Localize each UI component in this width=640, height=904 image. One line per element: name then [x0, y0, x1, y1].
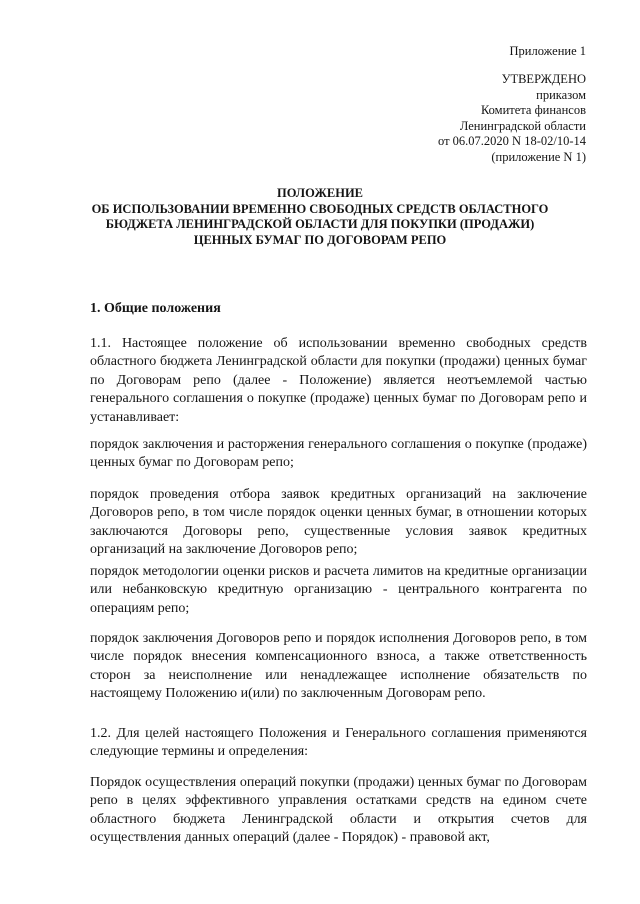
title-line: ЦЕННЫХ БУМАГ ПО ДОГОВОРАМ РЕПО	[193, 232, 447, 247]
paragraph: порядок проведения отбора заявок кредитных организаций на заключение Договоров репо, в том числе порядок оценки ценных бумаг, в отношении которых заключаются Договоры репо, существенные условия заявок кредитных организаций на заключение Договоров репо;	[90, 487, 587, 558]
annex-label	[510, 44, 586, 60]
section-heading: 1. Общие положения	[90, 301, 221, 316]
approval-stamp	[438, 72, 586, 166]
paragraph: 1.1. Настоящее положение об использовании временно свободных средств областного бюджета Ленинградской области для покупки (продажи) ценных бумаг по Договорам репо (далее - Положение) является неотъемлемой частью генерального соглашения о покупке (продаже) ценных бумаг по Договорам репо и устанавливает:	[90, 336, 587, 425]
approval-line: УТВЕРЖДЕНО	[501, 72, 586, 86]
paragraph: Порядок осуществления операций покупки (продажи) ценных бумаг по Договорам репо в целях эффективного управления остатками средств на едином счете областного бюджета Ленинградской области и открытия счетов для осуществления данных операций (далее - Порядок) - правовой акт,	[90, 775, 587, 846]
approval-line: от 06.07.2020 N 18-02/10-14	[438, 134, 586, 149]
annex-text: Приложение 1	[509, 44, 586, 58]
paragraph: порядок методологии оценки рисков и расчета лимитов на кредитные организации или небанковскую кредитную организацию - центрального контрагента по операциям репо;	[90, 564, 587, 616]
paragraph: порядок заключения и расторжения генерального соглашения о покупке (продаже) ценных бумаг по Договорам репо;	[90, 437, 587, 471]
approval-line: Комитета финансов	[480, 103, 586, 118]
paragraph: порядок заключения Договоров репо и порядок исполнения Договоров репо, в том числе порядок внесения компенсационного взноса, а также ответственность сторон за неисполнение или ненадлежащее исполнение обязательств по настоящему Положению и(или) по заключенным Договорам репо.	[90, 631, 587, 702]
paragraph: 1.2. Для целей настоящего Положения и Генерального соглашения применяются следующие термины и определения:	[90, 726, 587, 760]
approval-line: Ленинградской области	[459, 118, 586, 133]
title-line: ОБ ИСПОЛЬЗОВАНИИ ВРЕМЕННО СВОБОДНЫХ СРЕДСТВ ОБЛАСТНОГО	[91, 201, 549, 216]
title-line: ПОЛОЖЕНИЕ	[276, 186, 364, 200]
approval-line: приказом	[536, 87, 586, 102]
document-title	[60, 186, 580, 248]
approval-line: (приложение N 1)	[491, 149, 586, 164]
title-line: БЮДЖЕТА ЛЕНИНГРАДСКОЙ ОБЛАСТИ ДЛЯ ПОКУПКИ (ПРОДАЖИ)	[105, 217, 535, 232]
